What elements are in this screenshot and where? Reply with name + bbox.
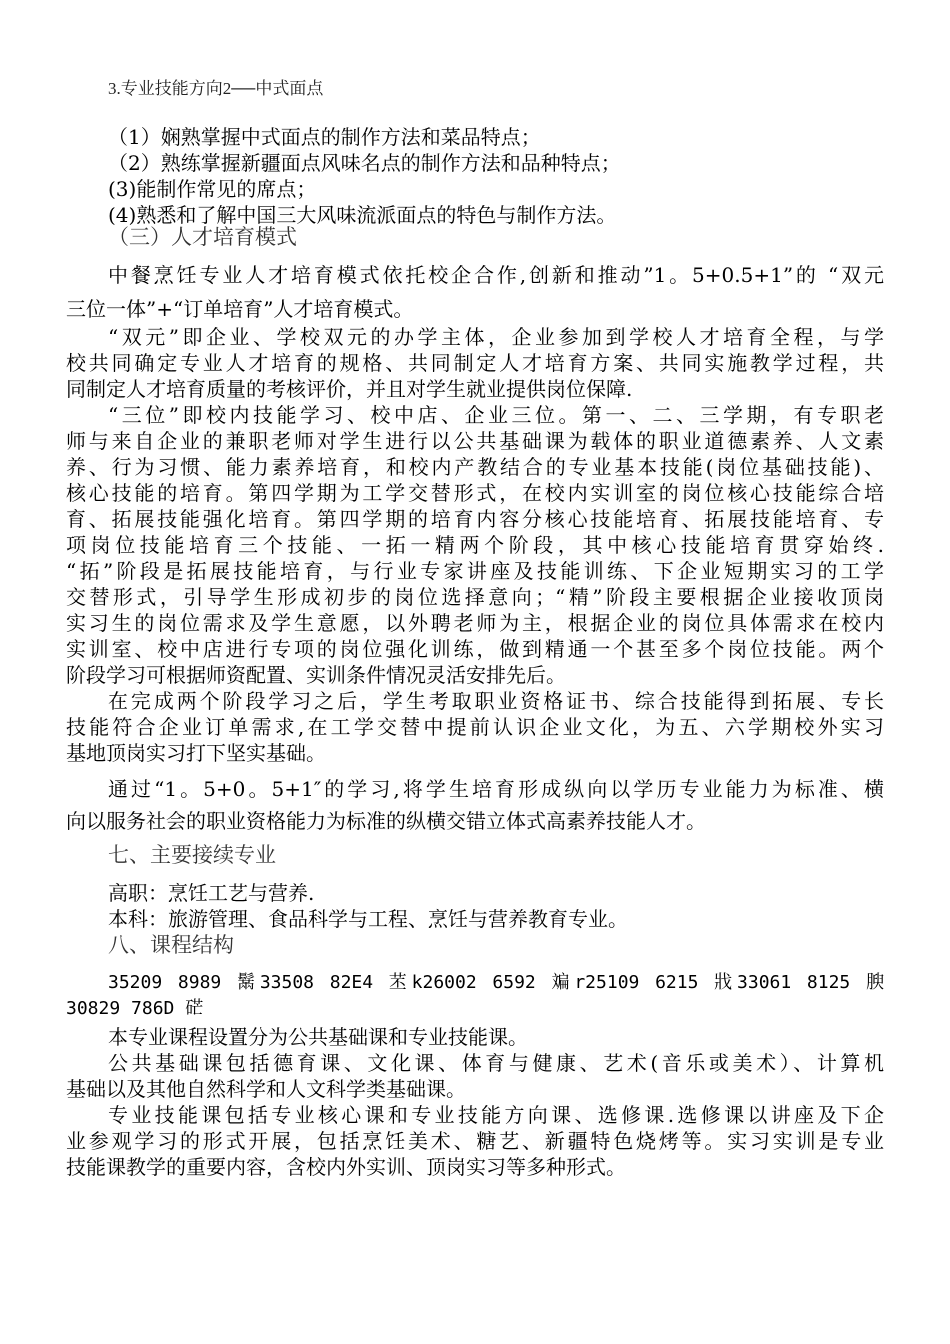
paragraph-line: 高职：烹饪工艺与营养. xyxy=(108,881,315,905)
paragraph-line: 核心技能的培育。第四学期为工学交替形式，在校内实训室的岗位核心技能综合培 xyxy=(66,481,884,505)
paragraph-line: 公共基础课包括德育课、文化课、体育与健康、艺术(音乐或美术）、计算机 xyxy=(108,1051,884,1075)
paragraph-line: 通过“1。5+0。5+1″的学习,将学生培育形成纵向以学历专业能力为标准、横 xyxy=(108,777,884,801)
paragraph-line: 业参观学习的形式开展，包括烹饪美术、糖艺、新疆特色烧烤等。实习实训是专业 xyxy=(66,1129,884,1153)
list-item: (4)熟悉和了解中国三大风味流派面点的特色与制作方法。 xyxy=(108,203,617,227)
section-3-heading: 3.专业技能方向2──中式面点 xyxy=(108,79,324,98)
paragraph-line: 本科：旅游管理、食品科学与工程、烹饪与营养教育专业。 xyxy=(108,907,628,931)
paragraph-line: 基地顶岗实习打下坚实基础。 xyxy=(66,741,326,765)
paragraph-line: 育、拓展技能强化培育。第四学期的培育内容分核心技能培育、拓展技能培育、专 xyxy=(66,507,884,531)
paragraph-line: 阶段学习可根据师资配置、实训条件情况灵活安排先后。 xyxy=(66,663,566,687)
paragraph-line: 校共同确定专业人才培育的规格、共同制定人才培育方案、共同实施教学过程，共 xyxy=(66,351,884,375)
paragraph-line: “三位”即校内技能学习、校中店、企业三位。第一、二、三学期，有专职老 xyxy=(108,403,884,427)
paragraph-line: 技能课教学的重要内容，含校内外实训、顶岗实习等多种形式。 xyxy=(66,1155,626,1179)
paragraph-line: 在完成两个阶段学习之后，学生考取职业资格证书、综合技能得到拓展、专长 xyxy=(108,689,884,713)
paragraph-line: “双元”即企业、学校双元的办学主体，企业参加到学校人才培育全程，与学 xyxy=(108,325,884,349)
paragraph-line: 实训室、校中店进行专项的岗位强化训练，做到精通一个甚至多个岗位技能。两个 xyxy=(66,637,884,661)
paragraph-line: 基础以及其他自然科学和人文科学类基础课。 xyxy=(66,1077,466,1101)
paragraph-line: 专业技能课包括专业核心课和专业技能方向课、选修课.选修课以讲座及下企 xyxy=(108,1103,884,1127)
list-item: (3)能制作常见的席点； xyxy=(108,177,317,201)
paragraph-line: 技能符合企业订单需求,在工学交替中提前认识企业文化，为五、六学期校外实习 xyxy=(66,715,884,739)
garbled-text-line: 35209 8989 鬗33508 82E4 苤k26002 6592 斒r25109 6215 戕33061 8125 腴 xyxy=(108,972,884,993)
paragraph-line: 交替形式，引导学生形成初步的岗位选择意向；“精”阶段主要根据企业接收顶岗 xyxy=(66,585,884,609)
garbled-text-line: 30829 786D 硭 xyxy=(66,998,204,1019)
section-8-heading: 八、课程结构 xyxy=(108,933,234,957)
paragraph-line: “拓”阶段是拓展技能培育，与行业专家讲座及技能训练、下企业短期实习的工学 xyxy=(66,559,884,583)
paragraph-line: 项岗位技能培育三个技能、一拓一精两个阶段，其中核心技能培育贯穿始终. xyxy=(66,533,884,557)
paragraph-line: 向以服务社会的职业资格能力为标准的纵横交错立体式高素养技能人才。 xyxy=(66,809,706,833)
section-7-heading: 七、主要接续专业 xyxy=(108,843,276,867)
paragraph-line: 本专业课程设置分为公共基础课和专业技能课。 xyxy=(108,1025,528,1049)
paragraph-line: 养、行为习惯、能力素养培育，和校内产教结合的专业基本技能(岗位基础技能)、 xyxy=(66,455,884,479)
paragraph-line: 同制定人才培育质量的考核评价，并且对学生就业提供岗位保障. xyxy=(66,377,633,401)
talent-model-heading: （三）人才培育模式 xyxy=(108,225,297,249)
list-item: （1）娴熟掌握中式面点的制作方法和菜品特点； xyxy=(108,125,541,149)
list-item: （2）熟练掌握新疆面点风味名点的制作方法和品种特点； xyxy=(108,151,621,175)
paragraph-line: 中餐烹饪专业人才培育模式依托校企合作,创新和推动”1。5+0.5+1”的 “双元 xyxy=(108,263,884,287)
paragraph-line: 师与来自企业的兼职老师对学生进行以公共基础课为载体的职业道德素养、人文素 xyxy=(66,429,884,453)
paragraph-line: 三位一体”+“订单培育”人才培育模式。 xyxy=(66,297,414,321)
paragraph-line: 实习生的岗位需求及学生意愿，以外聘老师为主，根据企业的岗位具体需求在校内 xyxy=(66,611,884,635)
